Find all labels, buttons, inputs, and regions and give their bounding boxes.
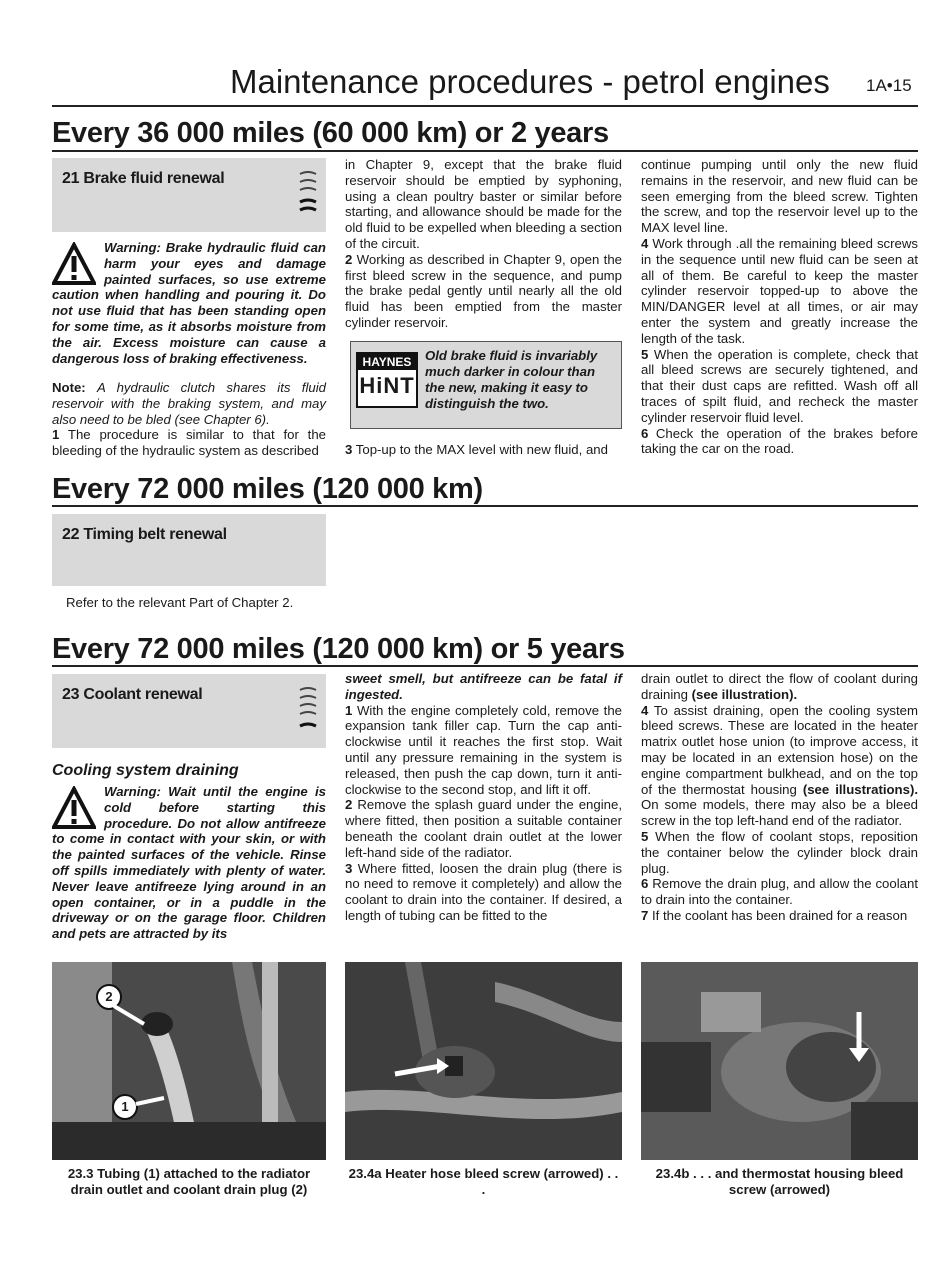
header-rule	[52, 105, 918, 107]
photo-caption: 23.3 Tubing (1) attached to the radiator drain outlet and coolant drain plug (2)	[67, 1166, 311, 1197]
section-title-36000: Every 36 000 miles (60 000 km) or 2 years	[52, 117, 609, 149]
col1-text: Note: A hydraulic clutch shares its fluid reservoir with the braking system, and may also need to be bled (see Chapter 6). 1 The procedure is similar to that for the bleeding of the hydraulic system as described	[52, 380, 326, 459]
note-text: A hydraulic clutch shares its fluid reservoir with the braking system, and may also need to be bled (see Chapter 6).	[52, 380, 326, 427]
timing-belt-text: Refer to the relevant Part of Chapter 2.	[66, 595, 294, 610]
col2-text: in Chapter 9, except that the brake fluid reservoir should be emptied by syphoning, using a clean poultry baster or similar before starting, and allowance should be made for the old fluid to be expelled when bleeding a section of the circuit. 2 Working as described in Chapter 9, open the first bleed screw in the sequence, and pump the brake pedal gently until nearly all the old fluid has been emptied from the master cylinder reservoir.	[345, 157, 622, 330]
note-label: Note:	[52, 380, 86, 395]
warning-coolant: Warning: Wait until the engine is cold before starting this procedure. Do not allow antifreeze to come in contact with your skin, or with the painted surfaces of the vehicle. Rinse off spills immediately with plenty of water. Never leave antifreeze lying around in an open container, or in a puddle in the driveway or on the garage floor. Children and pets are attracted by its	[52, 784, 326, 942]
callout-2: 2	[96, 984, 122, 1010]
warning-triangle-icon	[52, 786, 96, 830]
warning-brake-fluid: Warning: Brake hydraulic fluid can harm your eyes and damage painted surfaces, so use extreme caution when handling and pouring it. Do not use fluid that has been standing open for some time, as it absorbs moisture from the air. Excess moisture can cause a dangerous loss of braking effectiveness.	[52, 240, 326, 366]
callout-1: 1	[112, 1094, 138, 1120]
photo-heater-bleed	[345, 962, 622, 1160]
section-box-brake-fluid	[52, 158, 326, 232]
spanner-difficulty-icon	[296, 682, 322, 740]
section-rule	[52, 505, 918, 507]
section-rule	[52, 150, 918, 152]
haynes-hint-logo: HAYNES HiNT	[356, 352, 418, 408]
box-title: 21 Brake fluid renewal	[62, 170, 225, 187]
col3-text: continue pumping until only the new fluid remains in the reservoir, and new fluid can be seen emerging from the bleed screw. Tighten the screw, and top the reservoir level up to the MAX level line. 4 Work through .all the remaining bleed screws in the sequence until new fluid can be seen at all of them. Be careful to keep the master cylinder reservoir topped-up to above the MIN/DANGER level at all times, or air may enter the system and greatly increase the length of the task. 5 When the operation is complete, check that all bleed screws are securely tightened, and that their dust caps are refitted. Wash off all traces of spilt fluid, and recheck the master cylinder reservoir fluid level. 6 Check the operation of the brakes before taking the car on the road.	[641, 157, 919, 457]
section-box-timing-belt	[52, 514, 326, 586]
warning-triangle-icon	[52, 242, 96, 286]
haynes-hint-box	[350, 341, 622, 429]
callout-arrows	[52, 962, 326, 1160]
spanner-difficulty-icon	[296, 166, 322, 224]
coolant-col3-text: drain outlet to direct the flow of coolant during draining (see illustration). 4 To assist draining, open the cooling system bleed screws. These are located in the heater matrix outlet hose union (to improve access, it may be located in an extension hose) on the engine compartment bulkhead, and on the top of the thermostat housing (see illustrations). On some models, there may also be a bleed screw in the top left-hand end of the radiator. 5 When the flow of coolant stops, reposition the container below the cylinder block drain plug. 6 Remove the drain plug, and allow the coolant to drain into the container. 7 If the coolant has been drained for a reason	[641, 671, 918, 923]
coolant-col2-text: sweet smell, but antifreeze can be fatal if ingested. 1 With the engine completely cold, remove the expansion tank filler cap. Turn the cap anti-clockwise until it reaches the first stop. Wait until any pressure remaining in the system is released, then push the cap down, turn it anti-clockwise to the second stop, and lift it off. 2 Remove the splash guard under the engine, where fitted, then position a suitable container beneath the coolant drain outlet at the lower left-hand side of the radiator. 3 Where fitted, loosen the drain plug (there is no need to remove it completely) and allow the coolant to drain into the container. If desired, a length of tubing can be fitted to the	[345, 671, 622, 923]
page-title: Maintenance procedures - petrol engines	[230, 63, 830, 100]
section-box-coolant	[52, 674, 326, 748]
photo-caption: 23.4b . . . and thermostat housing bleed screw (arrowed)	[655, 1166, 904, 1197]
hint-text: Old brake fluid is invariably much darker in colour than the new, making it easy to distinguish the two.	[425, 348, 598, 411]
section-title-72000-5yr: Every 72 000 miles (120 000 km) or 5 years	[52, 633, 625, 665]
photo-caption: 23.4a Heater hose bleed screw (arrowed) . . .	[348, 1166, 619, 1197]
box-title: 23 Coolant renewal	[62, 686, 203, 703]
col2-text-bottom: 3 Top-up to the MAX level with new fluid, and	[345, 442, 608, 457]
photo-radiator-drain	[52, 962, 326, 1160]
section-title-72000: Every 72 000 miles (120 000 km)	[52, 473, 483, 505]
box-title: 22 Timing belt renewal	[62, 526, 227, 543]
photo-thermostat-bleed	[641, 962, 918, 1160]
page-number: 1A•15	[866, 76, 912, 95]
section-rule	[52, 665, 918, 667]
subheading-draining: Cooling system draining	[52, 762, 239, 779]
